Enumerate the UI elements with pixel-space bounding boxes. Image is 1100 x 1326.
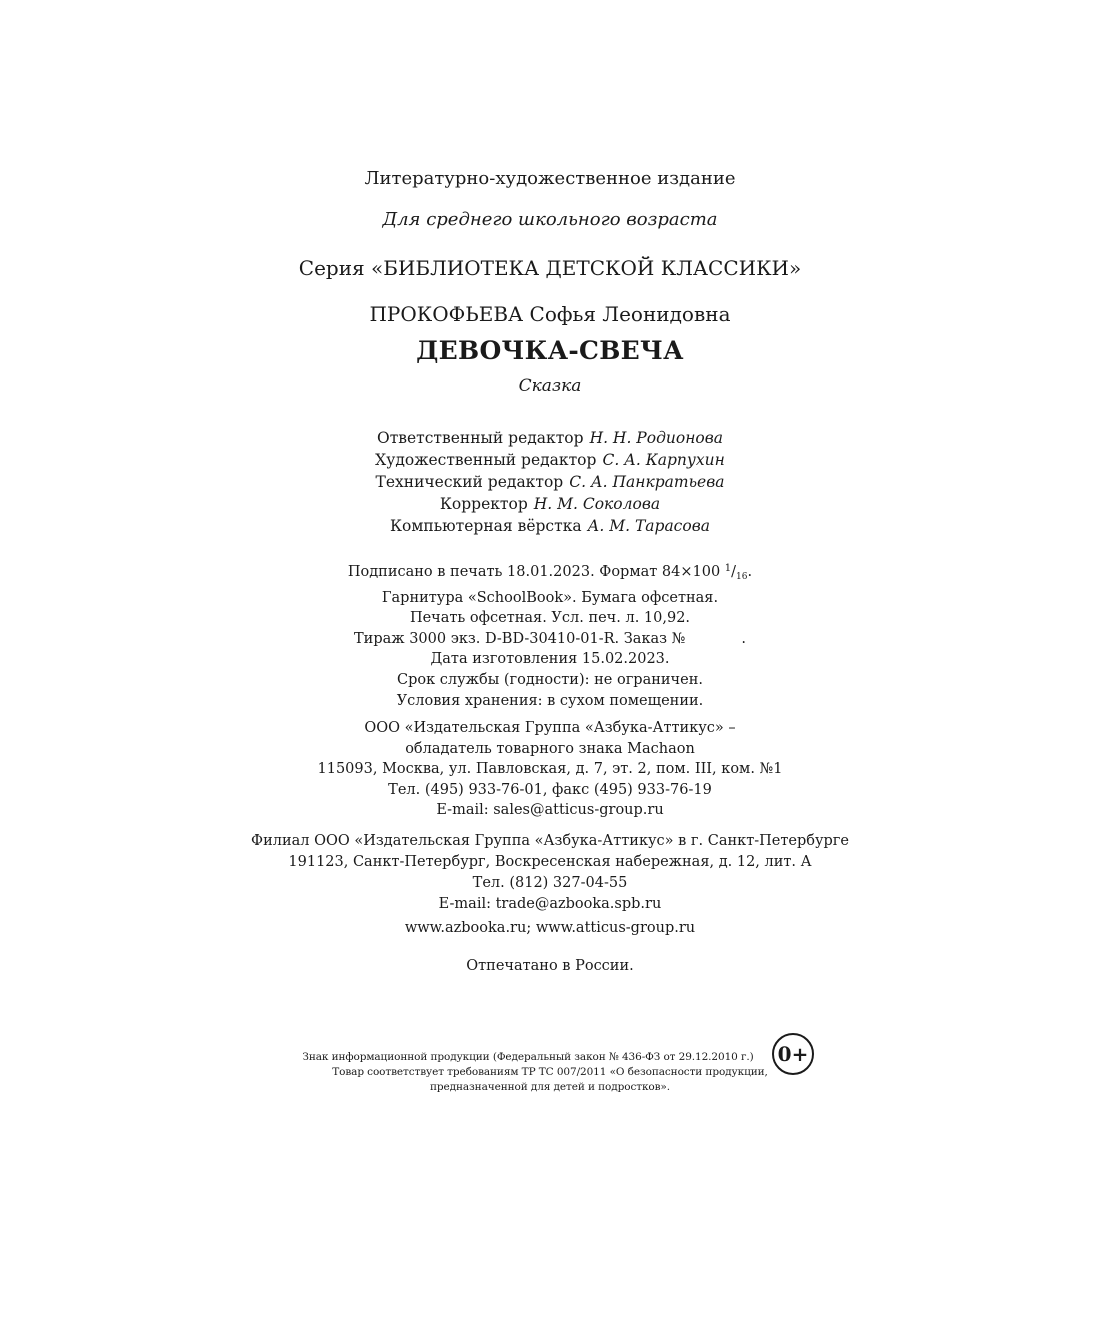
print-storage: Условия хранения: в сухом помещении. (396, 692, 704, 709)
info-product-notice: Знак информационной продукции (Федеральный закон № 436-ФЗ от 29.12.2010 г.) (302, 1051, 754, 1063)
branch-info (0, 831, 1100, 915)
print-run (0, 629, 1100, 650)
editor-name: С. А. Карпухин (602, 451, 725, 469)
editor-role: Художественный редактор (375, 451, 597, 469)
printed-in: Отпечатано в России. (466, 958, 634, 974)
editor-role: Технический редактор (375, 473, 564, 491)
publisher-name: ООО «Издательская Группа «Азбука-Аттикус» – (364, 720, 736, 736)
editor-role: Ответственный редактор (376, 429, 584, 447)
print-typeface: Гарнитура «SchoolBook». Бумага офсетная. (381, 589, 719, 606)
age-rating-badge: 0+ (772, 1033, 814, 1075)
edition-type: Литературно-художественное издание (364, 168, 736, 189)
editor-row (0, 515, 1100, 537)
editors-list (0, 427, 1100, 537)
format-numerator: 1 (724, 563, 732, 574)
editor-name: Н. М. Соколова (533, 495, 661, 513)
editor-name: Н. Н. Родионова (589, 429, 724, 447)
publisher-info (0, 718, 1100, 821)
series-name: Серия «БИБЛИОТЕКА ДЕТСКОЙ КЛАССИКИ» (298, 256, 802, 280)
print-manufactured: Дата изготовления 15.02.2023. (430, 651, 670, 668)
signed-text: Подписано в печать 18.01.2023. Формат 84×100 (347, 564, 721, 580)
safety-compliance-cont: предназначенной для детей и подростков». (430, 1081, 670, 1093)
format-denominator: 16 (736, 572, 748, 582)
age-group: Для среднего школьного возраста (382, 209, 718, 230)
branch-address: 191123, Санкт-Петербург, Воскресенская набережная, д. 12, лит. А (288, 854, 812, 870)
safety-compliance: Товар соответствует требованиям ТР ТС 007/2011 «О безопасности продукции, (332, 1066, 768, 1078)
editor-row (0, 471, 1100, 493)
editor-row (0, 427, 1100, 449)
branch-email: E-mail: trade@azbooka.spb.ru (438, 896, 662, 912)
websites: www.azbooka.ru; www.atticus-group.ru (404, 920, 696, 936)
branch-name: Филиал ООО «Издательская Группа «Азбука-Аттикус» в г. Санкт-Петербурге (251, 833, 849, 849)
footer-notice (0, 1050, 1100, 1095)
editor-name: А. М. Тарасова (587, 517, 710, 535)
editor-name: С. А. Панкратьева (569, 473, 725, 491)
publisher-address: 115093, Москва, ул. Павловская, д. 7, эт. 2, пом. III, ком. №1 (317, 761, 783, 777)
print-printing: Печать офсетная. Усл. печ. л. 10,92. (409, 610, 691, 627)
print-signed: Подписано в печать 18.01.2023. Формат 84×100 $^1/_{16}$. (347, 563, 753, 582)
run-text: Тираж 3000 экз. D-BD-30410-01-R. Заказ № (353, 630, 686, 647)
editor-row (0, 449, 1100, 471)
editor-role: Компьютерная вёрстка (390, 517, 582, 535)
print-info (0, 559, 1100, 711)
publisher-email: E-mail: sales@atticus-group.ru (436, 802, 664, 818)
format-end: . (747, 564, 753, 580)
editor-role: Корректор (439, 495, 528, 513)
publisher-phone: Тел. (495) 933-76-01, факс (495) 933-76-19 (388, 781, 712, 798)
editor-row (0, 493, 1100, 515)
genre: Сказка (518, 376, 582, 396)
print-shelf-life: Срок службы (годности): не ограничен. (396, 671, 703, 688)
publisher-trademark: обладатель товарного знака Machaon (405, 740, 695, 757)
branch-phone: Тел. (812) 327-04-55 (472, 875, 628, 891)
run-end: . (741, 630, 747, 647)
book-title: ДЕВОЧКА-СВЕЧА (416, 336, 684, 365)
author-name: ПРОКОФЬЕВА Софья Леонидовна (369, 302, 731, 326)
